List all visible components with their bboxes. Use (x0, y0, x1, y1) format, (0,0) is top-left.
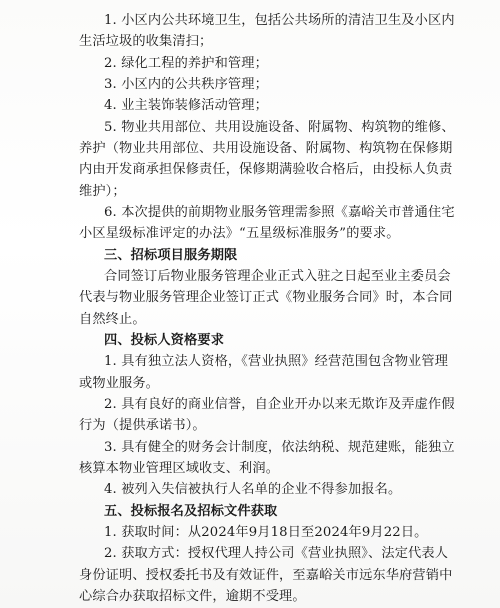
text-line: 5. 物业共用部位、共用设施设备、附属物、构筑物的维修、 (104, 119, 455, 135)
text-line: 合同签订后物业服务管理企业正式入驻之日起至业主委员会 (104, 269, 451, 284)
text-line: 身份证明、授权委托书及有效证件，至嘉峪关市远东华府营销中 (79, 567, 453, 583)
text-line: 6. 本次提供的前期物业服务管理需参照《嘉峪关市普通住宅 (104, 205, 455, 220)
text-line: 小区星级标准评定的办法》“五星级标准服务”的要求。 (79, 226, 400, 242)
text-line: 3. 具有健全的财务会计制度，依法纳税、规范建账，能独立 (104, 439, 455, 455)
section-heading: 三、招标项目服务期限 (104, 247, 238, 263)
section-heading: 四、投标人资格要求 (104, 333, 225, 348)
text-line: 2. 绿化工程的养护和管理； (104, 55, 268, 71)
text-line: 1. 获取时间：从2024年9月18日至2024年9月22日。 (104, 525, 428, 540)
text-line: 自然终止。 (79, 311, 146, 327)
section-heading: 五、投标报名及招标文件获取 (104, 503, 278, 519)
text-line: 内由开发商承担保修责任，保修期满验收合格后，由投标人负责 (79, 162, 453, 178)
text-line: 行为（提供承诺书）。 (79, 418, 206, 434)
text-line: 4. 被列入失信被执行人名单的企业不得参加报名。 (104, 482, 402, 498)
text-line: 核算本物业管理区域收支、利润。 (79, 461, 280, 476)
text-line: 维护）； (79, 183, 126, 199)
text-line: 养护（物业共用部位、共用设施设备、附属物、构筑物在保修期 (79, 141, 453, 156)
text-line: 1. 小区内公共环境卫生，包括公共场所的清洁卫生及小区内 (104, 13, 455, 28)
text-line: 心综合办获取招标文件，逾期不受理。 (79, 589, 306, 604)
text-line: 4. 业主装饰装修活动管理； (104, 98, 268, 114)
text-line: 或物业服务。 (79, 375, 160, 391)
text-line: 2. 具有良好的商业信誉，自企业开办以来无欺诈及弄虚作假 (104, 397, 455, 412)
text-line: 生活垃圾的收集清扫； (79, 34, 213, 50)
text-line: 2. 获取方式：授权代理人持公司《营业执照》、法定代表人 (104, 546, 449, 562)
text-line: 代表与物业服务管理企业签订正式《物业服务合同》时，本合同 (79, 290, 453, 306)
text-line: 3. 小区内的公共秩序管理； (104, 77, 268, 92)
text-line: 1. 具有独立法人资格，《营业执照》经营范围包含物业管理 (104, 354, 449, 370)
